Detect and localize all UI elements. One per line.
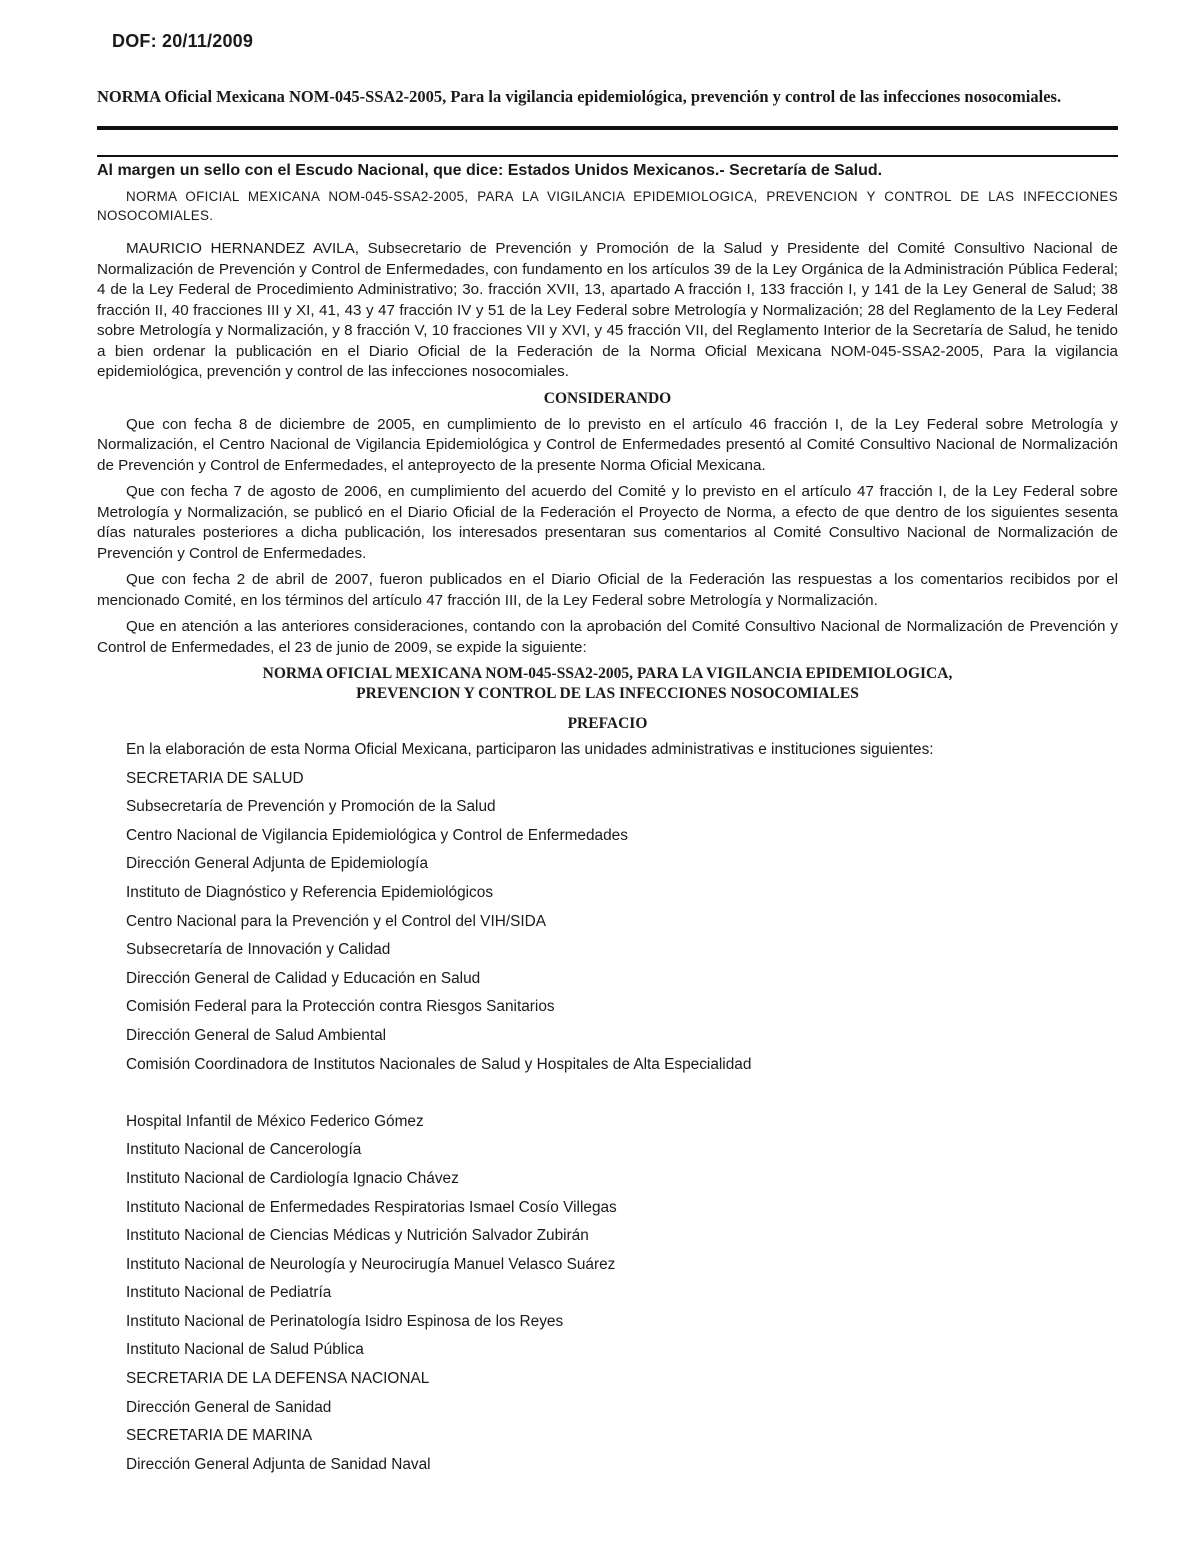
list-spacer	[97, 1083, 1118, 1112]
list-item: SECRETARIA DE SALUD	[126, 769, 304, 787]
considerando-paragraph: Que con fecha 2 de abril de 2007, fueron publicados en el Diario Oficial de la Federación las respuestas a los comentarios recibidos por el mencionado Comité, en los términos del artículo 47 fracción III, de la Ley Federal sobre Metrología y Normalización.	[97, 571, 1118, 609]
document-body	[97, 160, 1118, 1483]
list-item: Instituto Nacional de Cardiología Ignacio Chávez	[126, 1169, 459, 1187]
list-item: Instituto Nacional de Ciencias Médicas y Nutrición Salvador Zubirán	[126, 1227, 589, 1245]
list-item: Dirección General de Calidad y Educación en Salud	[126, 969, 481, 987]
considerando-paragraph: Que con fecha 8 de diciembre de 2005, en cumplimiento de lo previsto en el artículo 46 fracción I, de la Ley Federal sobre Metrología y Normalización, el Centro Nacional de Vigilancia Epidemiológica y Control de Enfermedades presentó al Comité Consultivo Nacional de Normalización de Prevención y Control de Enfermedades, el anteproyecto de la presente Norma Oficial Mexicana.	[97, 415, 1118, 474]
prefacio-heading: PREFACIO	[567, 715, 648, 732]
institutions-list	[97, 740, 1118, 1483]
norma-heading	[97, 664, 1118, 704]
list-item: Subsecretaría de Innovación y Calidad	[126, 941, 391, 959]
list-item: Instituto de Diagnóstico y Referencia Epidemiológicos	[126, 883, 494, 901]
list-item: Instituto Nacional de Perinatología Isidro Espinosa de los Reyes	[126, 1312, 564, 1330]
list-item: Instituto Nacional de Enfermedades Respiratorias Ismael Cosío Villegas	[126, 1198, 617, 1216]
list-item: Comisión Federal para la Protección contra Riesgos Sanitarios	[126, 998, 555, 1016]
list-item: Dirección General Adjunta de Sanidad Naval	[126, 1455, 431, 1473]
list-item: Instituto Nacional de Salud Pública	[126, 1341, 364, 1359]
list-item: Subsecretaría de Prevención y Promoción de la Salud	[126, 798, 496, 816]
considerando-heading: CONSIDERANDO	[543, 389, 672, 407]
list-item: Centro Nacional para la Prevención y el Control del VIH/SIDA	[126, 912, 547, 930]
list-item: Instituto Nacional de Cancerología	[126, 1141, 362, 1159]
list-item: Dirección General de Salud Ambiental	[126, 1026, 387, 1044]
intro-paragraph: MAURICIO HERNANDEZ AVILA, Subsecretario de Prevención y Promoción de la Salud y Presidente del Comité Consultivo Nacional de Normalización de Prevención y Control de Enfermedades, con fundamento en los artículos 39 de la Ley Orgánica de la Administración Pública Federal; 4 de la Ley Federal de Procedimiento Administrativo; 3o. fracción XVII, 13, apartado A fracción I, 133 fracción I, y 141 de la Ley General de Salud; 38 fracción II, 40 fracciones III y XI, 41, 43 y 47 fracción IV y 51 de la Ley Federal sobre Metrología y Normalización; 28 del Reglamento de la Ley Federal sobre Metrología y Normalización, y 8 fracción V, 10 fracciones VII y XVI, y 45 fracción VII, del Reglamento Interior de la Secretaría de Salud, he tenido a bien ordenar la publicación en el Diario Oficial de la Federación de la Norma Oficial Mexicana NOM-045-SSA2-2005, Para la vigilancia epidemiológica, prevención y control de las infecciones nosocomiales.	[97, 240, 1118, 380]
norma-heading-line: PREVENCION Y CONTROL DE LAS INFECCIONES NOSOCOMIALES	[356, 685, 859, 702]
list-item: Centro Nacional de Vigilancia Epidemiológica y Control de Enfermedades	[126, 826, 628, 844]
list-item: Hospital Infantil de México Federico Gómez	[126, 1112, 424, 1130]
list-item: SECRETARIA DE MARINA	[126, 1427, 313, 1445]
list-item: SECRETARIA DE LA DEFENSA NACIONAL	[126, 1370, 430, 1388]
considerando-paragraph: Que con fecha 7 de agosto de 2006, en cumplimiento del acuerdo del Comité y lo previsto en el artículo 47 fracción I, de la Ley Federal sobre Metrología y Normalización, se publicó en el Diario Oficial de la Federación el Proyecto de Norma, a efecto de que dentro de los siguientes sesenta días naturales posteriores a dicha publicación, los interesados presentaran sus comentarios al Comité Consultivo Nacional de Normalización de Prevención y Control de Enfermedades.	[97, 483, 1118, 562]
list-item: Comisión Coordinadora de Institutos Nacionales de Salud y Hospitales de Alta Especialidad	[126, 1055, 752, 1073]
list-item: Dirección General de Sanidad	[126, 1398, 332, 1416]
list-item: Instituto Nacional de Pediatría	[126, 1284, 332, 1302]
title-rule-thin	[97, 155, 1118, 157]
norma-heading-line: NORMA OFICIAL MEXICANA NOM-045-SSA2-2005, PARA LA VIGILANCIA EPIDEMIOLOGICA,	[262, 665, 953, 682]
list-item: Instituto Nacional de Neurología y Neurocirugía Manuel Velasco Suárez	[126, 1255, 616, 1273]
document-title: NORMA Oficial Mexicana NOM-045-SSA2-2005, Para la vigilancia epidemiológica, prevención y control de las infecciones nosocomiales.	[97, 87, 1062, 106]
considerando-paragraph: Que en atención a las anteriores consideraciones, contando con la aprobación del Comité Consultivo Nacional de Normalización de Prevención y Control de Enfermedades, el 23 de junio de 2009, se expide la siguiente:	[97, 618, 1118, 656]
prefacio-intro: En la elaboración de esta Norma Oficial Mexicana, participaron las unidades administrativas e instituciones siguientes:	[126, 741, 934, 758]
dof-date: DOF: 20/11/2009	[112, 31, 254, 51]
title-rule-thick	[97, 126, 1118, 130]
norma-caps-paragraph: NORMA OFICIAL MEXICANA NOM-045-SSA2-2005, PARA LA VIGILANCIA EPIDEMIOLOGICA, PREVENCION Y CONTROL DE LAS INFECCIONES NOSOCOMIALES.	[97, 189, 1118, 223]
list-item: Dirección General Adjunta de Epidemiología	[126, 855, 429, 873]
seal-line: Al margen un sello con el Escudo Nacional, que dice: Estados Unidos Mexicanos.- Secretaría de Salud.	[97, 162, 883, 179]
